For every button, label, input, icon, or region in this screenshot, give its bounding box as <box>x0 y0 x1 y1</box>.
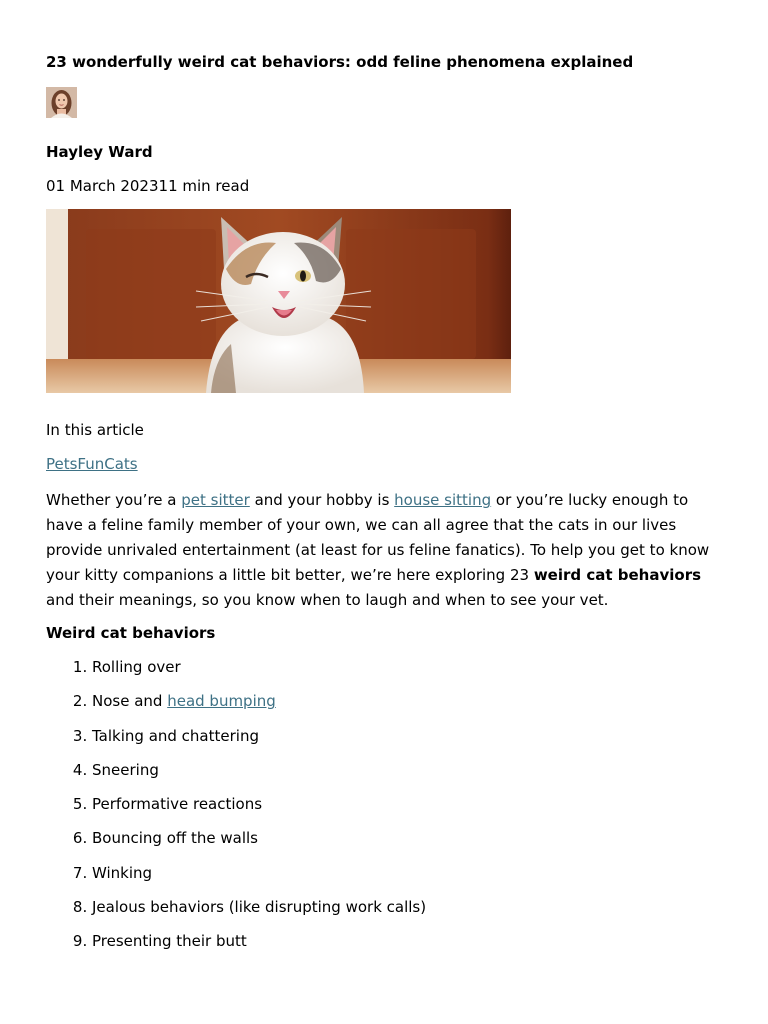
intro-bold-text: weird cat behaviors <box>533 566 702 584</box>
publish-date-read-time: 01 March 202311 min read <box>46 177 250 195</box>
intro-text-4: and their meanings, so you know when to laugh and when to see your vet. <box>46 591 609 609</box>
list-item-text: Nose and <box>92 692 168 711</box>
list-item: 3. Talking and chattering <box>92 726 722 746</box>
list-item: 8. Jealous behaviors (like disrupting work calls) <box>92 897 722 917</box>
category-tag-link[interactable]: PetsFunCats <box>46 455 138 473</box>
intro-text-3: or you’re lucky enough to have a feline family member of your own, we can all agree that the cats in our lives provide unrivaled entertainment (at least for us feline fanatics). To help you get to know your kitty companions a little bit better, we’re here exploring 23 <box>46 491 710 584</box>
hero-image <box>46 209 511 393</box>
article-title: 23 wonderfully weird cat behaviors: odd feline phenomena explained <box>46 53 634 71</box>
author-name: Hayley Ward <box>46 143 153 161</box>
list-item: 9. Presenting their butt <box>92 931 722 951</box>
hero-cat-image <box>46 209 511 393</box>
list-item: 4. Sneering <box>92 760 722 780</box>
house-sitting-link[interactable]: house sitting <box>394 491 492 509</box>
section-heading: Weird cat behaviors <box>46 624 216 642</box>
list-item: 7. Winking <box>92 863 722 883</box>
category-tags <box>46 454 722 474</box>
list-item <box>92 691 722 711</box>
table-of-contents-label: In this article <box>46 421 144 439</box>
article-intro <box>46 488 726 613</box>
intro-text-1: Whether you’re a <box>46 491 182 509</box>
head-bumping-link[interactable]: head bumping <box>167 692 276 711</box>
intro-text-2: and your hobby is <box>249 491 395 509</box>
list-item: 5. Performative reactions <box>92 794 722 814</box>
behaviors-list <box>46 657 722 951</box>
author-avatar-image <box>46 87 77 118</box>
author-avatar <box>46 87 77 118</box>
list-item: 6. Bouncing off the walls <box>92 828 722 848</box>
list-item: 1. Rolling over <box>92 657 722 677</box>
pet-sitter-link[interactable]: pet sitter <box>181 491 250 509</box>
